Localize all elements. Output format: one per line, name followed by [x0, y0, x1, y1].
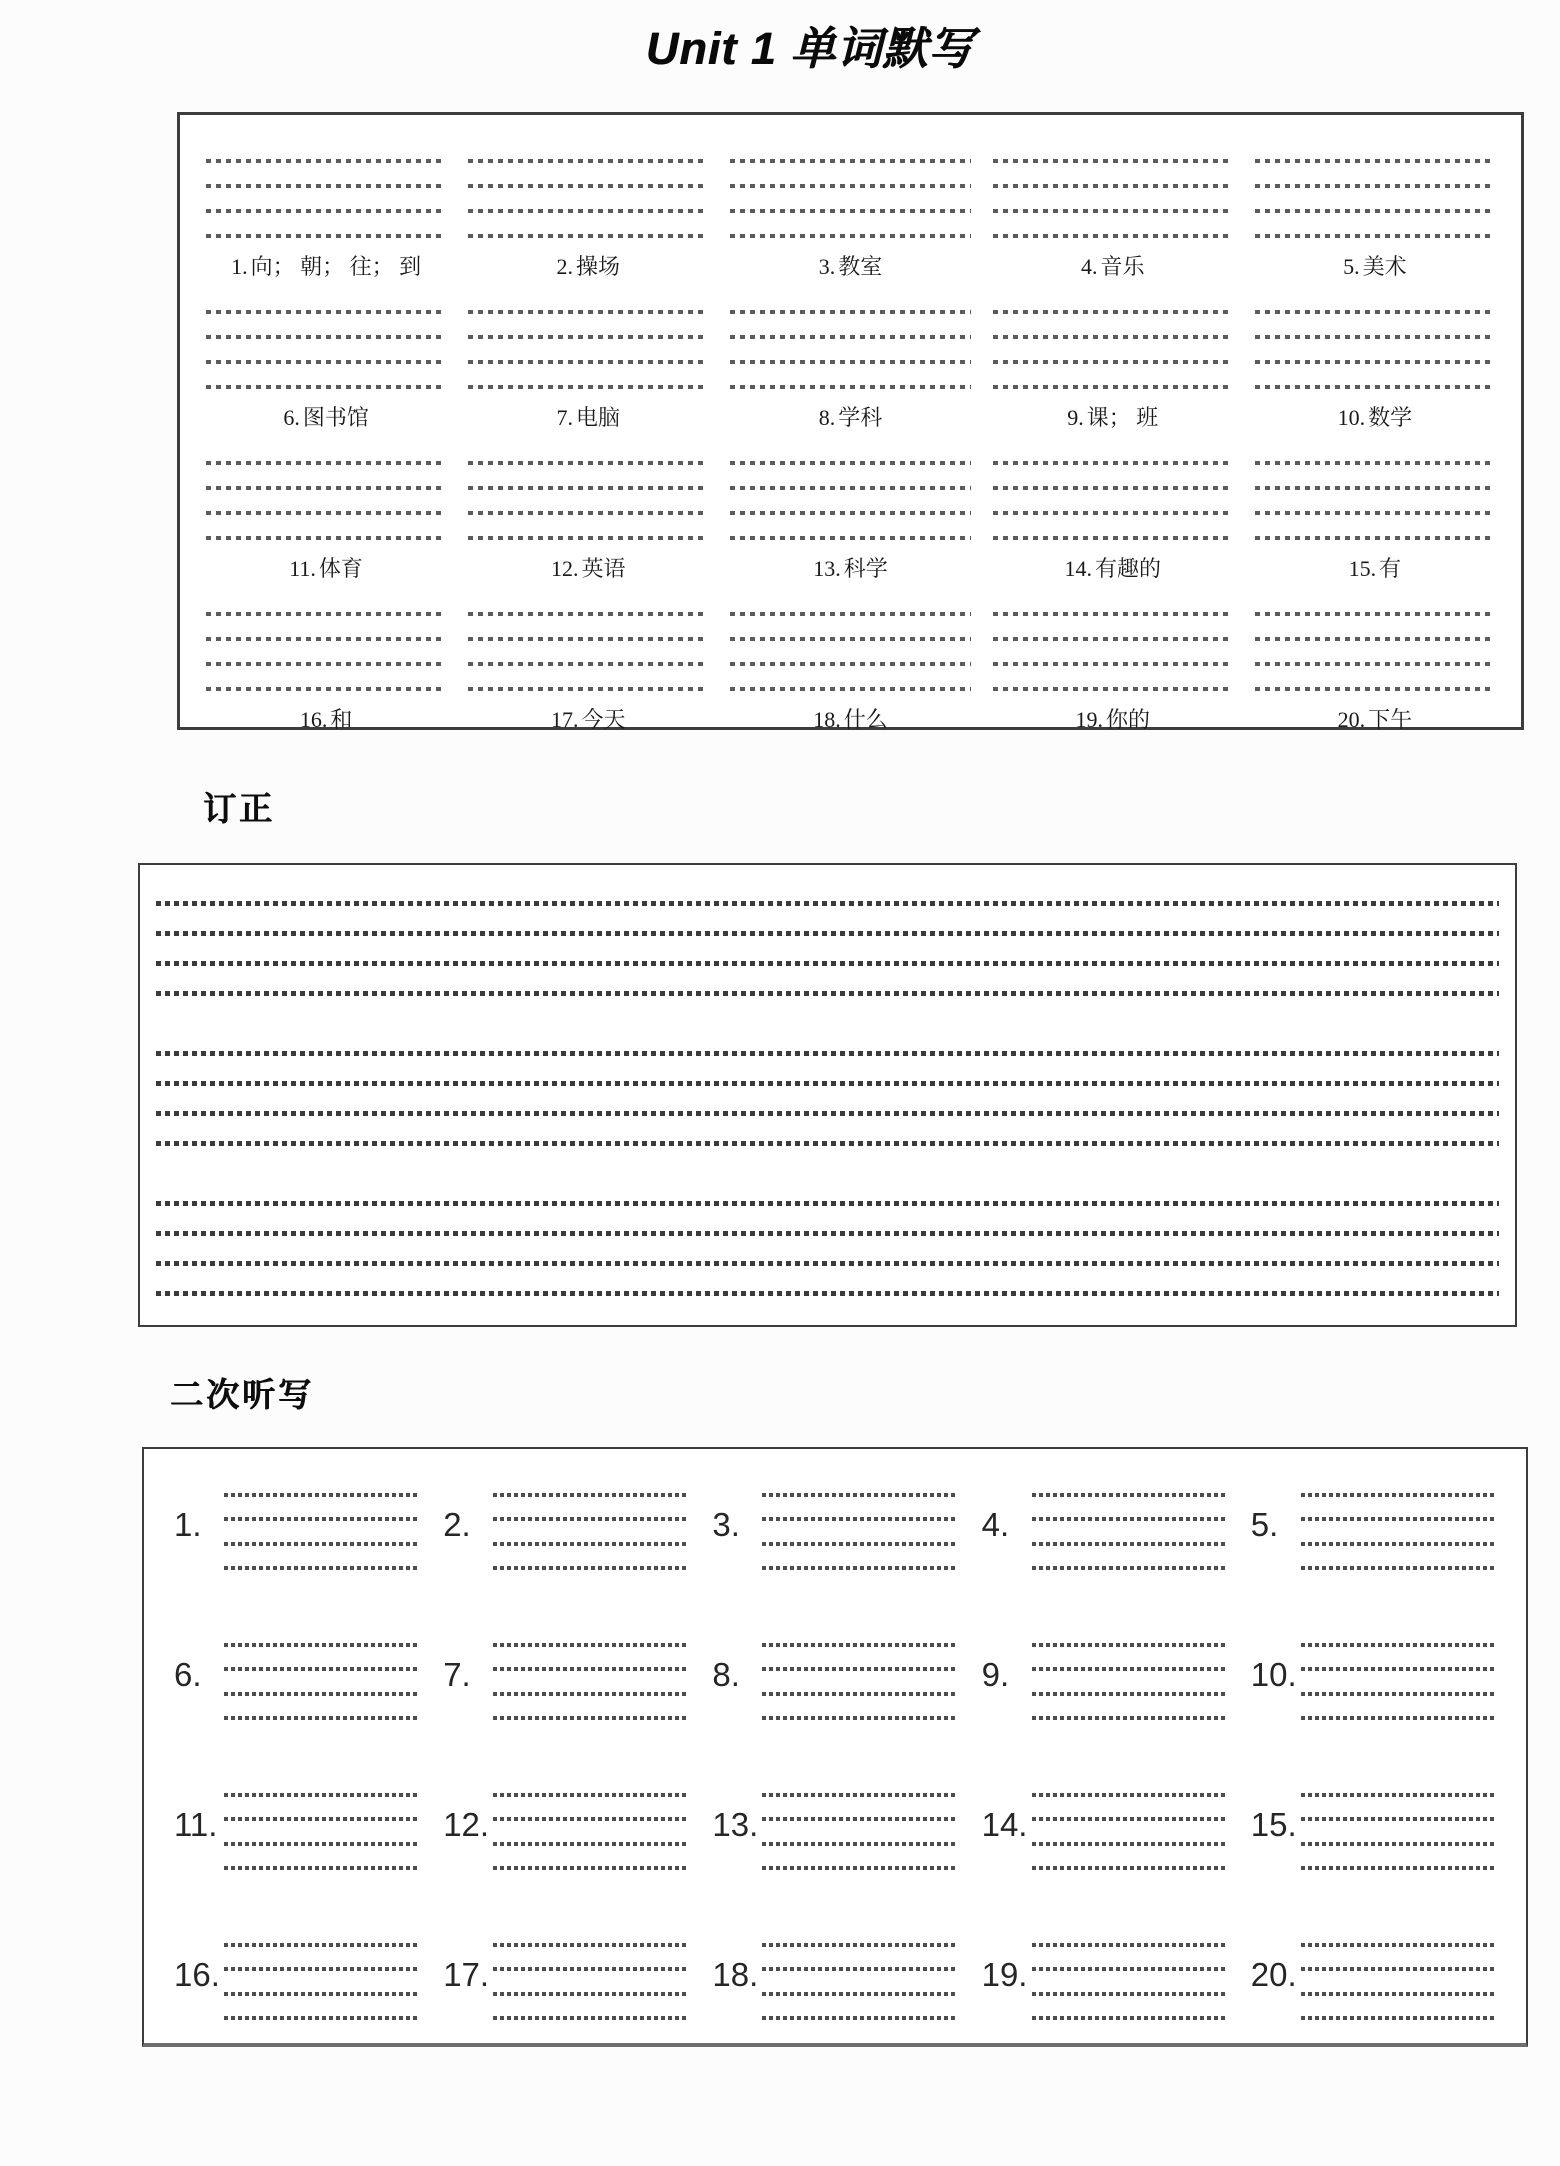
writing-lines: [468, 612, 708, 691]
listen-item: [712, 1943, 957, 2023]
word-number: 4.: [1080, 254, 1098, 279]
word-text: 有趣的: [1094, 556, 1161, 581]
listen-item: [443, 1943, 688, 2023]
item-number: 3.: [712, 1506, 740, 1543]
writing-lines: [762, 1643, 957, 1720]
word-cell: [206, 612, 446, 734]
writing-lines: [1301, 1943, 1496, 2020]
word-number: 9.: [1067, 405, 1084, 430]
listen-item: [1251, 1943, 1496, 2023]
word-text: 课； 班: [1086, 405, 1159, 430]
listen-item: [712, 1493, 957, 1573]
second-dictation-heading: 二次听写: [170, 1376, 314, 1413]
writing-lines: [1255, 461, 1495, 540]
writing-lines: [993, 310, 1233, 389]
word-number: 17.: [551, 707, 579, 732]
item-number: 10.: [1250, 1656, 1297, 1693]
correction-heading: 订正: [203, 790, 275, 827]
writing-lines: [762, 1943, 957, 2020]
correction-line-group: [156, 1051, 1499, 1146]
word-text: 向； 朝； 往； 到: [250, 254, 422, 279]
item-number: 15.: [1250, 1806, 1297, 1843]
word-text: 科学: [843, 556, 888, 581]
listen-item: [982, 1493, 1227, 1573]
correction-line-group: [156, 901, 1499, 996]
writing-lines: [993, 159, 1233, 238]
writing-lines: [1032, 1943, 1227, 2020]
word-text: 数学: [1368, 405, 1413, 430]
writing-lines: [730, 461, 970, 540]
writing-lines: [762, 1793, 957, 1870]
word-text: 音乐: [1100, 254, 1145, 279]
item-number: 7.: [443, 1656, 471, 1693]
word-text: 今天: [581, 707, 626, 732]
writing-lines: [468, 310, 708, 389]
word-cell: [730, 310, 970, 432]
word-text: 图书馆: [302, 405, 369, 430]
word-label: [1255, 703, 1495, 734]
listen-item: [982, 1643, 1227, 1723]
word-number: 8.: [818, 405, 836, 430]
word-dictation-box: [177, 112, 1524, 730]
word-label: [730, 703, 970, 734]
word-number: 11.: [289, 556, 316, 581]
word-text: 英语: [581, 556, 626, 581]
item-number: 11.: [174, 1806, 218, 1843]
writing-lines: [493, 1493, 688, 1570]
word-text: 美术: [1362, 254, 1407, 279]
listen-item: [712, 1793, 957, 1873]
word-number: 12.: [551, 556, 579, 581]
writing-lines: [1301, 1493, 1496, 1570]
writing-lines: [224, 1943, 419, 2020]
word-number: 3.: [818, 254, 836, 279]
word-number: 10.: [1337, 405, 1366, 430]
word-cell: [1255, 612, 1495, 734]
word-label: [206, 401, 446, 432]
word-text: 和: [330, 707, 353, 732]
word-cell: [468, 159, 708, 281]
listen-item: [443, 1643, 688, 1723]
listen-item: [443, 1493, 688, 1573]
word-label: [206, 552, 446, 583]
writing-lines: [1255, 612, 1495, 691]
word-label: [468, 250, 708, 281]
writing-lines: [730, 310, 970, 389]
word-cell: [206, 159, 446, 281]
word-cell: [993, 310, 1233, 432]
word-number: 6.: [283, 405, 300, 430]
writing-lines: [206, 310, 446, 389]
listen-item: [712, 1643, 957, 1723]
word-number: 14.: [1064, 556, 1092, 581]
writing-lines: [206, 159, 446, 238]
word-cell: [993, 461, 1233, 583]
listen-item: [443, 1793, 688, 1873]
word-label: [993, 703, 1233, 734]
writing-lines: [1301, 1793, 1496, 1870]
item-number: 4.: [981, 1506, 1010, 1543]
item-number: 18.: [712, 1956, 759, 1993]
word-label: [1255, 401, 1495, 432]
item-number: 19.: [981, 1956, 1028, 1993]
word-label: [730, 401, 970, 432]
second-dictation-box: [142, 1447, 1528, 2047]
word-cell: [1255, 159, 1495, 281]
writing-lines: [762, 1493, 957, 1570]
word-cell: [468, 310, 708, 432]
word-label: [468, 401, 708, 432]
word-number: 16.: [299, 707, 328, 732]
word-cell: [206, 310, 446, 432]
writing-lines: [493, 1943, 688, 2020]
writing-lines: [730, 159, 970, 238]
item-number: 9.: [981, 1656, 1010, 1693]
listen-item: [982, 1793, 1227, 1873]
word-cell: [1255, 461, 1495, 583]
word-number: 19.: [1075, 707, 1103, 732]
item-number: 6.: [174, 1656, 202, 1693]
word-text: 教室: [838, 254, 883, 279]
word-label: [730, 552, 970, 583]
writing-lines: [468, 461, 708, 540]
listen-item: [174, 1643, 419, 1723]
writing-lines: [224, 1493, 419, 1570]
word-number: 7.: [556, 405, 574, 430]
item-number: 13.: [712, 1806, 759, 1843]
correction-box: [138, 863, 1517, 1327]
word-label: [206, 703, 446, 734]
page-title: Unit 1 单词默写: [645, 23, 975, 74]
word-label: [993, 401, 1233, 432]
word-number: 13.: [813, 556, 841, 581]
word-label: [468, 703, 708, 734]
word-label: [993, 250, 1233, 281]
correction-line-group: [156, 1201, 1499, 1296]
word-text: 电脑: [576, 405, 621, 430]
word-number: 20.: [1337, 707, 1366, 732]
word-text: 体育: [318, 556, 363, 581]
word-text: 学科: [838, 405, 883, 430]
word-label: [730, 250, 970, 281]
word-cell: [993, 159, 1233, 281]
item-number: 5.: [1250, 1506, 1279, 1543]
item-number: 8.: [712, 1656, 740, 1693]
item-number: 14.: [981, 1806, 1028, 1843]
writing-lines: [993, 461, 1233, 540]
word-cell: [468, 612, 708, 734]
word-label: [1255, 552, 1495, 583]
word-cell: [730, 461, 970, 583]
item-number: 17.: [443, 1956, 490, 1993]
word-text: 你的: [1105, 707, 1150, 732]
writing-lines: [493, 1643, 688, 1720]
listen-item: [982, 1943, 1227, 2023]
word-cell: [730, 159, 970, 281]
word-text: 操场: [576, 254, 621, 279]
word-number: 2.: [556, 254, 574, 279]
writing-lines: [206, 461, 446, 540]
word-text: 什么: [843, 707, 888, 732]
writing-lines: [224, 1793, 419, 1870]
word-number: 5.: [1343, 254, 1360, 279]
writing-lines: [468, 159, 708, 238]
writing-lines: [493, 1793, 688, 1870]
word-number: 15.: [1348, 556, 1377, 581]
word-text: 下午: [1368, 707, 1413, 732]
item-number: 12.: [443, 1806, 490, 1843]
word-label: [468, 552, 708, 583]
listen-item: [174, 1793, 419, 1873]
writing-lines: [224, 1643, 419, 1720]
word-text: 有: [1379, 556, 1402, 581]
word-label: [206, 250, 446, 281]
writing-lines: [993, 612, 1233, 691]
item-number: 20.: [1250, 1956, 1297, 1993]
writing-lines: [1255, 159, 1495, 238]
word-cell: [993, 612, 1233, 734]
word-label: [993, 552, 1233, 583]
listen-item: [1251, 1493, 1496, 1573]
item-number: 1.: [174, 1506, 202, 1543]
word-number: 1.: [231, 254, 248, 279]
writing-lines: [1255, 310, 1495, 389]
word-cell: [468, 461, 708, 583]
word-label: [1255, 250, 1495, 281]
listen-item: [1251, 1643, 1496, 1723]
item-number: 2.: [443, 1506, 471, 1543]
word-cell: [730, 612, 970, 734]
writing-lines: [1032, 1493, 1227, 1570]
writing-lines: [206, 612, 446, 691]
writing-lines: [1032, 1643, 1227, 1720]
item-number: 16.: [174, 1956, 220, 1993]
listen-item: [174, 1943, 419, 2023]
word-cell: [1255, 310, 1495, 432]
word-cell: [206, 461, 446, 583]
writing-lines: [1032, 1793, 1227, 1870]
word-number: 18.: [813, 707, 841, 732]
writing-lines: [1301, 1643, 1496, 1720]
listen-item: [1251, 1793, 1496, 1873]
listen-item: [174, 1493, 419, 1573]
writing-lines: [730, 612, 970, 691]
